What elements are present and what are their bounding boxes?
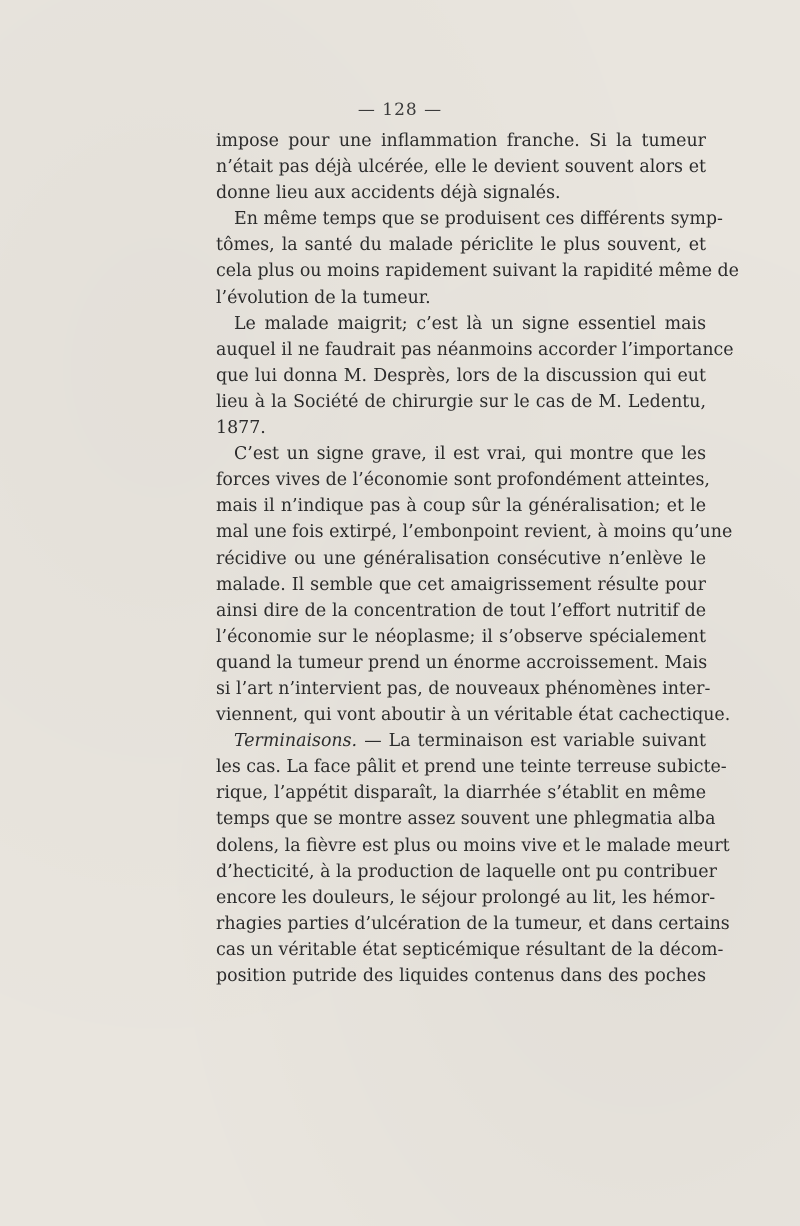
paragraph-start-line: Le malade maigrit; c’est là un signe essentiel mais	[234, 313, 706, 334]
text-line: impose pour une inflammation franche. Si la tumeur	[216, 131, 706, 151]
text-line: encore les douleurs, le séjour prolongé au lit, les hémor-	[216, 887, 716, 908]
text-line: mal une fois extirpé, l’embonpoint revient, à moins qu’une	[216, 522, 733, 543]
text-line: ainsi dire de la concentration de tout l’effort nutritif de	[216, 600, 706, 621]
text-line: temps que se montre assez souvent une phlegmatia alba	[216, 809, 716, 830]
paragraph-start-line: C’est un signe grave, il est vrai, qui montre que les	[234, 444, 706, 465]
text-line: forces vives de l’économie sont profondément atteintes,	[216, 470, 710, 491]
text-line: l’économie sur le néoplasme; il s’observe spécialement	[216, 626, 706, 647]
text-line: dolens, la fièvre est plus ou moins vive et le malade meurt	[216, 835, 730, 856]
text-line: que lui donna M. Desprès, lors de la discussion qui eut	[216, 365, 706, 386]
text-line: position putride des liquides contenus dans des poches	[216, 966, 706, 986]
text-line: lieu à la Société de chirurgie sur le cas de M. Ledentu,	[216, 391, 706, 412]
text-line: quand la tumeur prend un énorme accroissement. Mais	[216, 652, 708, 673]
text-line: les cas. La face pâlit et prend une teinte terreuse subicte-	[216, 757, 727, 778]
text-line: 1877.	[216, 418, 266, 439]
text-line: rhagies parties d’ulcération de la tumeur, et dans certains	[216, 913, 730, 934]
text-line: mais il n’indique pas à coup sûr la généralisation; et le	[216, 496, 706, 517]
text-line: rique, l’appétit disparaît, la diarrhée s’établit en même	[216, 783, 706, 804]
text-line: donne lieu aux accidents déjà signalés.	[216, 183, 561, 204]
text-line: n’était pas déjà ulcérée, elle le devient souvent alors et	[216, 157, 706, 178]
page-number: — 128 —	[357, 100, 443, 120]
text-line: cas un véritable état septicémique résultant de la décom-	[216, 939, 724, 960]
text-line: viennent, qui vont aboutir à un véritable état cachectique.	[216, 705, 731, 726]
text-line: l’évolution de la tumeur.	[216, 287, 431, 308]
text-line: malade. Il semble que cet amaigrissement résulte pour	[216, 574, 706, 595]
text-line: si l’art n’intervient pas, de nouveaux phénomènes inter-	[216, 678, 711, 699]
paragraph-start-line: En même temps que se produisent ces différents symp-	[234, 209, 723, 230]
text-line: auquel il ne faudrait pas néanmoins accorder l’importance	[216, 339, 734, 360]
paragraph-start-line	[216, 728, 706, 754]
text-line-rest: — La terminaison est variable suivant	[364, 731, 707, 752]
body-text	[216, 128, 739, 989]
text-line: tômes, la santé du malade périclite le plus souvent, et	[216, 235, 706, 256]
text-line: cela plus ou moins rapidement suivant la rapidité même de	[216, 261, 739, 282]
text-line: récidive ou une généralisation consécutive n’enlève le	[216, 548, 706, 569]
section-heading: Terminaisons.	[234, 731, 358, 752]
text-line: d’hecticité, à la production de laquelle ont pu contribuer	[216, 861, 717, 882]
